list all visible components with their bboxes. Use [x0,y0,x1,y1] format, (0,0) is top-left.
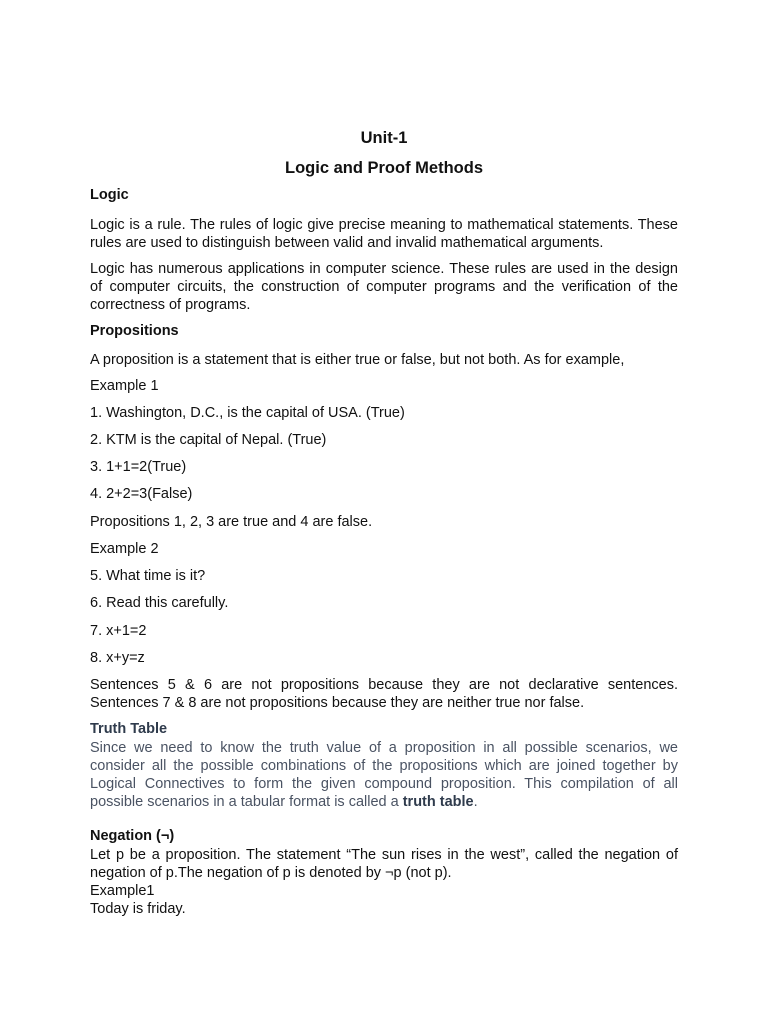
negation-heading: Negation (¬) [90,828,175,844]
negation-paragraph: Let p be a proposition. The statement “The sun rises in the west”, called the negation of negation of p.The negation of p is denoted by ¬p (not p). [90,847,678,881]
negation-example-label: Example1 [90,883,155,899]
logic-paragraph-2: Logic has numerous applications in computer science. These rules are used in the design of computer circuits, the construction of computer programs and the verification of the correctness of programs. [90,261,678,313]
page-title: Logic and Proof Methods [285,159,483,177]
example-2-label: Example 2 [90,541,159,557]
example-2-note: Sentences 5 & 6 are not propositions because they are not declarative sentences. Sentences 7 & 8 are not propositions because they are neither true nor false. [90,677,678,711]
truth-table-term: truth table [402,794,474,810]
truth-table-paragraph [90,739,678,811]
propositions-heading: Propositions [90,323,179,339]
logic-heading: Logic [90,187,129,203]
unit-title: Unit-1 [360,129,408,147]
negation-example-text: Today is friday. [90,901,186,917]
list-item: 1. Washington, D.C., is the capital of USA. (True) [90,405,405,421]
truth-table-text: Since we need to know the truth value of a proposition in all possible scenarios, we consider all the possible combinations of the propositions which are joined together by Logical Connectives to form the given compound proposition. This compilation of all possible scenarios in a tabular format is called a [90,740,678,810]
list-item: 4. 2+2=3(False) [90,486,193,502]
example-1-label: Example 1 [90,378,159,394]
list-item: 8. x+y=z [90,650,145,666]
list-item: 2. KTM is the capital of Nepal. (True) [90,432,327,448]
list-item: 3. 1+1=2(True) [90,459,187,475]
example-1-note: Propositions 1, 2, 3 are true and 4 are false. [90,514,373,530]
list-item: 7. x+1=2 [90,623,147,639]
truth-table-heading: Truth Table [90,721,168,737]
logic-paragraph-1: Logic is a rule. The rules of logic give precise meaning to mathematical statements. These rules are used to distinguish between valid and invalid mathematical arguments. [90,217,678,251]
propositions-intro: A proposition is a statement that is either true or false, but not both. As for example, [90,352,625,368]
list-item: 5. What time is it? [90,568,206,584]
list-item: 6. Read this carefully. [90,595,229,611]
truth-table-period: . [473,794,478,810]
